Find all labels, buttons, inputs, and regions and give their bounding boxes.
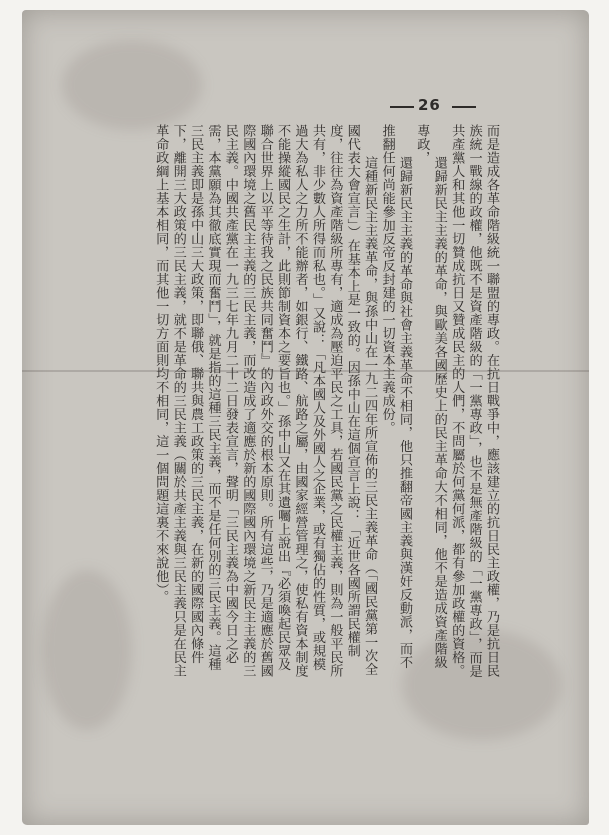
paragraph: 還歸新民主主義的革命，與歐美各國歷史上的民主革命大不相同，他不是造成資產階級專政， (414, 124, 447, 669)
page-number-rule-left (390, 106, 414, 108)
paragraph: 還歸新民主主義的革命與社會主義革命不相同，他只推翻帝國主義與漢奸反動派，而不推翻任何尚能參加反帝反封建的一切資本主義成份。 (379, 124, 412, 669)
paragraph-continued: 而是造成各革命階級統一聯盟的專政。在抗日戰爭中，應該建立的抗日民主政權，乃是抗日民族統一戰線的政權，他既不是資產階級的「一黨專政」，也不是無產階級的「一黨專政」，而是共產黨人和其他一切贊成抗日又贊成民主的人們，不問屬於何黨何派，都有參加政權的資格。 (449, 124, 499, 678)
page-number: 26 (418, 96, 441, 114)
vertical-body-text (96, 124, 500, 679)
paragraph: 這種新民主主義革命，與孫中山在一九二四年所宣佈的三民主義革命（「國民黨第一次全國代表大會宣言」）在基本上是一致的。因孫中山在這個宣言上說：「近世各國所謂民權制度，往往為資產階級所專有，適成為壓迫平民之工具，若國民黨之民權主義，則為一般平民所共有，非少數人所得而私也。」又說：「凡本國人及外國人之企業，或有獨佔的性質，或規模過大為私人之力所不能辦者，如銀行、鐵路、航路之屬，由國家經營管理之，使私有資本制度不能操縱國民之生計，此則節制資本之要旨也。」孫中山又在其遺囑上說出『必須喚起民眾及聯合世界上以平等待我之民族共同奮鬥』的內政外交的根本原則。所有這些，乃是適應於舊國際國內環境之舊民主主義的三民主義，而改造成了適應於新的國際國內環境之新民主主義的三民主義。中國共產黨在一九三七年九月二十二日發表宣言，聲明「三民主義為中國今日之必需，本黨願為其徹底實現而奮鬥」，就是指的這種三民主義，而不是任何別的三民主義。這種三民主義即是孫中山三大政策，即聯俄、聯共與農工政策的三民主義，在新的國際國內條件下，離開三大政策的三民主義，就不是革命的三民主義（關於共產主義與三民主義只是在民主革命政綱上基本相同，而其他一切方面則均不相同，這一個問題這裏不來說他）。 (153, 124, 378, 678)
paper-stain (62, 40, 202, 130)
page-number-rule-right (452, 106, 476, 108)
